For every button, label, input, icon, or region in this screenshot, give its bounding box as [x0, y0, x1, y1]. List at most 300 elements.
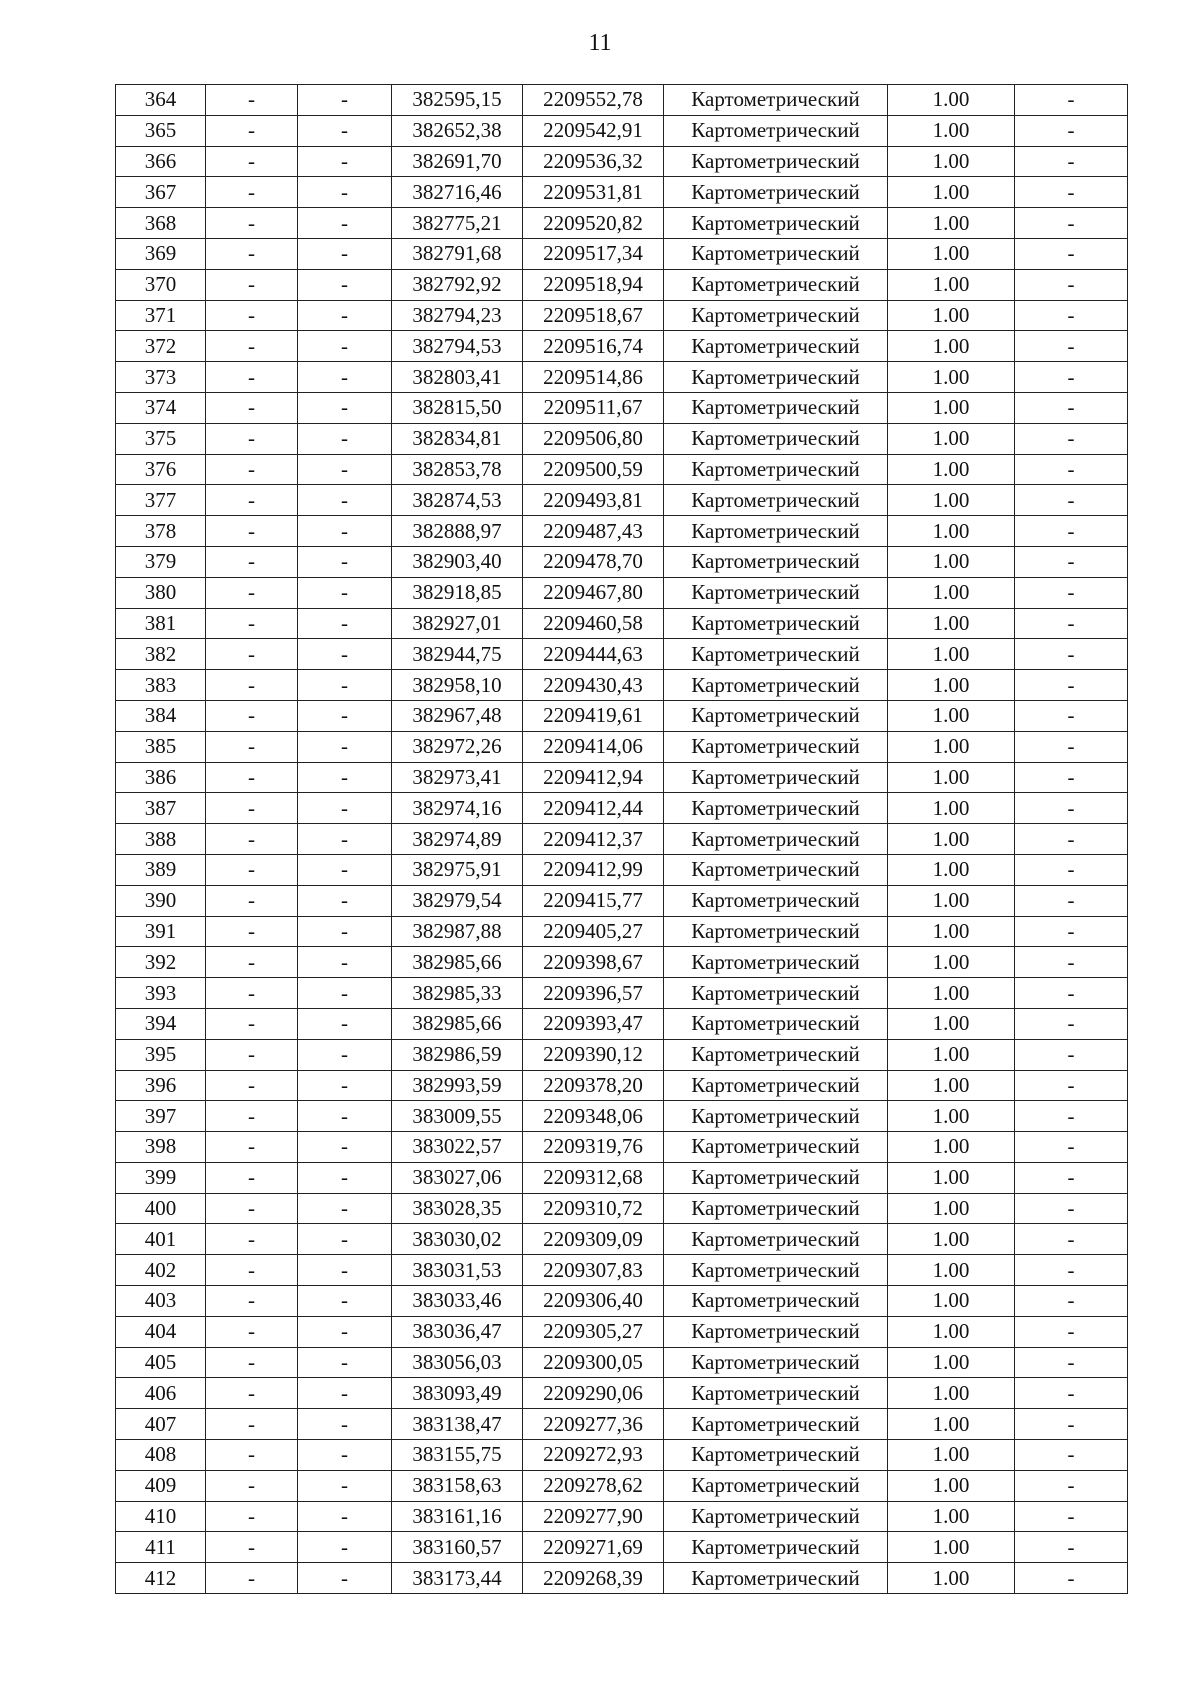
table-row [116, 916, 1128, 947]
method-cell: Картометрический [664, 1039, 888, 1070]
table-row [116, 1563, 1128, 1594]
new-y-cell: 2209412,44 [523, 793, 664, 824]
method-cell: Картометрический [664, 362, 888, 393]
description-cell: - [1015, 208, 1128, 239]
new-x-cell: 383173,44 [392, 1563, 523, 1594]
old-y-cell: - [298, 1347, 392, 1378]
description-cell: - [1015, 1162, 1128, 1193]
old-x-cell: - [206, 1347, 298, 1378]
old-x-cell: - [206, 608, 298, 639]
description-cell: - [1015, 1008, 1128, 1039]
new-x-cell: 382775,21 [392, 208, 523, 239]
old-x-cell: - [206, 731, 298, 762]
accuracy-cell: 1.00 [888, 947, 1015, 978]
accuracy-cell: 1.00 [888, 1008, 1015, 1039]
old-y-cell: - [298, 639, 392, 670]
new-y-cell: 2209412,37 [523, 824, 664, 855]
description-cell: - [1015, 824, 1128, 855]
old-y-cell: - [298, 1224, 392, 1255]
method-cell: Картометрический [664, 1347, 888, 1378]
new-y-cell: 2209307,83 [523, 1255, 664, 1286]
accuracy-cell: 1.00 [888, 793, 1015, 824]
old-y-cell: - [298, 1193, 392, 1224]
accuracy-cell: 1.00 [888, 423, 1015, 454]
description-cell: - [1015, 670, 1128, 701]
new-y-cell: 2209412,99 [523, 854, 664, 885]
method-cell: Картометрический [664, 331, 888, 362]
old-x-cell: - [206, 670, 298, 701]
point-number-cell: 372 [116, 331, 206, 362]
method-cell: Картометрический [664, 731, 888, 762]
table-row [116, 577, 1128, 608]
method-cell: Картометрический [664, 300, 888, 331]
description-cell: - [1015, 146, 1128, 177]
new-x-cell: 383158,63 [392, 1470, 523, 1501]
new-x-cell: 382985,33 [392, 978, 523, 1009]
accuracy-cell: 1.00 [888, 670, 1015, 701]
old-x-cell: - [206, 762, 298, 793]
old-y-cell: - [298, 1101, 392, 1132]
accuracy-cell: 1.00 [888, 146, 1015, 177]
point-number-cell: 371 [116, 300, 206, 331]
point-number-cell: 410 [116, 1501, 206, 1532]
accuracy-cell: 1.00 [888, 238, 1015, 269]
old-x-cell: - [206, 485, 298, 516]
method-cell: Картометрический [664, 916, 888, 947]
new-x-cell: 382815,50 [392, 392, 523, 423]
accuracy-cell: 1.00 [888, 608, 1015, 639]
table-row [116, 731, 1128, 762]
table-row [116, 238, 1128, 269]
description-cell: - [1015, 1440, 1128, 1471]
description-cell: - [1015, 1347, 1128, 1378]
method-cell: Картометрический [664, 1101, 888, 1132]
new-x-cell: 383138,47 [392, 1409, 523, 1440]
accuracy-cell: 1.00 [888, 978, 1015, 1009]
description-cell: - [1015, 1532, 1128, 1563]
new-y-cell: 2209516,74 [523, 331, 664, 362]
method-cell: Картометрический [664, 1440, 888, 1471]
accuracy-cell: 1.00 [888, 854, 1015, 885]
new-y-cell: 2209277,90 [523, 1501, 664, 1532]
old-y-cell: - [298, 1070, 392, 1101]
description-cell: - [1015, 1409, 1128, 1440]
method-cell: Картометрический [664, 454, 888, 485]
point-number-cell: 385 [116, 731, 206, 762]
table-row [116, 362, 1128, 393]
description-cell: - [1015, 423, 1128, 454]
table-row [116, 177, 1128, 208]
old-y-cell: - [298, 824, 392, 855]
old-x-cell: - [206, 177, 298, 208]
table-row [116, 1347, 1128, 1378]
accuracy-cell: 1.00 [888, 454, 1015, 485]
new-y-cell: 2209396,57 [523, 978, 664, 1009]
old-y-cell: - [298, 577, 392, 608]
old-y-cell: - [298, 1039, 392, 1070]
old-x-cell: - [206, 577, 298, 608]
description-cell: - [1015, 392, 1128, 423]
new-y-cell: 2209467,80 [523, 577, 664, 608]
table-row [116, 1440, 1128, 1471]
accuracy-cell: 1.00 [888, 516, 1015, 547]
page-number: 11 [588, 30, 612, 56]
new-x-cell: 382987,88 [392, 916, 523, 947]
table-row [116, 115, 1128, 146]
new-x-cell: 383093,49 [392, 1378, 523, 1409]
accuracy-cell: 1.00 [888, 577, 1015, 608]
method-cell: Картометрический [664, 1563, 888, 1594]
old-y-cell: - [298, 1409, 392, 1440]
point-number-cell: 384 [116, 700, 206, 731]
description-cell: - [1015, 731, 1128, 762]
new-x-cell: 382985,66 [392, 1008, 523, 1039]
point-number-cell: 398 [116, 1132, 206, 1163]
description-cell: - [1015, 1193, 1128, 1224]
method-cell: Картометрический [664, 824, 888, 855]
method-cell: Картометрический [664, 392, 888, 423]
point-number-cell: 391 [116, 916, 206, 947]
point-number-cell: 402 [116, 1255, 206, 1286]
table-row [116, 824, 1128, 855]
old-y-cell: - [298, 331, 392, 362]
new-x-cell: 382973,41 [392, 762, 523, 793]
old-x-cell: - [206, 916, 298, 947]
new-x-cell: 383027,06 [392, 1162, 523, 1193]
accuracy-cell: 1.00 [888, 1224, 1015, 1255]
table-row [116, 1039, 1128, 1070]
point-number-cell: 399 [116, 1162, 206, 1193]
accuracy-cell: 1.00 [888, 392, 1015, 423]
old-y-cell: - [298, 1255, 392, 1286]
old-x-cell: - [206, 700, 298, 731]
accuracy-cell: 1.00 [888, 1255, 1015, 1286]
accuracy-cell: 1.00 [888, 1162, 1015, 1193]
description-cell: - [1015, 238, 1128, 269]
new-x-cell: 382972,26 [392, 731, 523, 762]
method-cell: Картометрический [664, 177, 888, 208]
new-x-cell: 382927,01 [392, 608, 523, 639]
old-x-cell: - [206, 854, 298, 885]
new-x-cell: 382794,23 [392, 300, 523, 331]
method-cell: Картометрический [664, 1378, 888, 1409]
old-x-cell: - [206, 85, 298, 116]
table-row [116, 1132, 1128, 1163]
old-x-cell: - [206, 1162, 298, 1193]
point-number-cell: 400 [116, 1193, 206, 1224]
point-number-cell: 370 [116, 269, 206, 300]
accuracy-cell: 1.00 [888, 700, 1015, 731]
old-x-cell: - [206, 1008, 298, 1039]
table-row [116, 854, 1128, 885]
new-x-cell: 382967,48 [392, 700, 523, 731]
method-cell: Картометрический [664, 516, 888, 547]
table-row [116, 1193, 1128, 1224]
description-cell: - [1015, 546, 1128, 577]
point-number-cell: 405 [116, 1347, 206, 1378]
coordinates-table-body [116, 85, 1128, 1594]
old-y-cell: - [298, 1501, 392, 1532]
new-x-cell: 382985,66 [392, 947, 523, 978]
new-y-cell: 2209378,20 [523, 1070, 664, 1101]
old-y-cell: - [298, 854, 392, 885]
new-y-cell: 2209542,91 [523, 115, 664, 146]
old-x-cell: - [206, 392, 298, 423]
table-row [116, 423, 1128, 454]
new-y-cell: 2209552,78 [523, 85, 664, 116]
accuracy-cell: 1.00 [888, 1378, 1015, 1409]
description-cell: - [1015, 577, 1128, 608]
new-x-cell: 382716,46 [392, 177, 523, 208]
new-x-cell: 382918,85 [392, 577, 523, 608]
accuracy-cell: 1.00 [888, 1532, 1015, 1563]
accuracy-cell: 1.00 [888, 1132, 1015, 1163]
method-cell: Картометрический [664, 639, 888, 670]
old-x-cell: - [206, 269, 298, 300]
description-cell: - [1015, 454, 1128, 485]
new-y-cell: 2209278,62 [523, 1470, 664, 1501]
old-x-cell: - [206, 516, 298, 547]
description-cell: - [1015, 1132, 1128, 1163]
table-row [116, 1008, 1128, 1039]
new-y-cell: 2209319,76 [523, 1132, 664, 1163]
new-y-cell: 2209444,63 [523, 639, 664, 670]
accuracy-cell: 1.00 [888, 639, 1015, 670]
old-y-cell: - [298, 208, 392, 239]
old-y-cell: - [298, 978, 392, 1009]
method-cell: Картометрический [664, 1532, 888, 1563]
description-cell: - [1015, 947, 1128, 978]
method-cell: Картометрический [664, 1132, 888, 1163]
old-x-cell: - [206, 300, 298, 331]
new-y-cell: 2209300,05 [523, 1347, 664, 1378]
accuracy-cell: 1.00 [888, 1501, 1015, 1532]
new-y-cell: 2209348,06 [523, 1101, 664, 1132]
old-y-cell: - [298, 1532, 392, 1563]
point-number-cell: 380 [116, 577, 206, 608]
old-y-cell: - [298, 885, 392, 916]
old-y-cell: - [298, 269, 392, 300]
new-y-cell: 2209430,43 [523, 670, 664, 701]
old-y-cell: - [298, 1008, 392, 1039]
point-number-cell: 369 [116, 238, 206, 269]
old-x-cell: - [206, 1501, 298, 1532]
point-number-cell: 408 [116, 1440, 206, 1471]
description-cell: - [1015, 85, 1128, 116]
point-number-cell: 393 [116, 978, 206, 1009]
new-x-cell: 382595,15 [392, 85, 523, 116]
method-cell: Картометрический [664, 577, 888, 608]
point-number-cell: 375 [116, 423, 206, 454]
description-cell: - [1015, 916, 1128, 947]
accuracy-cell: 1.00 [888, 824, 1015, 855]
accuracy-cell: 1.00 [888, 85, 1015, 116]
old-y-cell: - [298, 454, 392, 485]
accuracy-cell: 1.00 [888, 885, 1015, 916]
old-x-cell: - [206, 1409, 298, 1440]
description-cell: - [1015, 1501, 1128, 1532]
new-x-cell: 383160,57 [392, 1532, 523, 1563]
new-x-cell: 382888,97 [392, 516, 523, 547]
old-y-cell: - [298, 916, 392, 947]
old-y-cell: - [298, 146, 392, 177]
point-number-cell: 397 [116, 1101, 206, 1132]
point-number-cell: 383 [116, 670, 206, 701]
old-x-cell: - [206, 1378, 298, 1409]
method-cell: Картометрический [664, 885, 888, 916]
accuracy-cell: 1.00 [888, 1563, 1015, 1594]
method-cell: Картометрический [664, 854, 888, 885]
table-row [116, 1286, 1128, 1317]
old-y-cell: - [298, 1162, 392, 1193]
method-cell: Картометрический [664, 85, 888, 116]
table-row [116, 1378, 1128, 1409]
table-row [116, 269, 1128, 300]
new-y-cell: 2209305,27 [523, 1316, 664, 1347]
old-x-cell: - [206, 1563, 298, 1594]
table-row [116, 300, 1128, 331]
point-number-cell: 411 [116, 1532, 206, 1563]
old-y-cell: - [298, 700, 392, 731]
old-y-cell: - [298, 177, 392, 208]
old-x-cell: - [206, 824, 298, 855]
new-y-cell: 2209309,09 [523, 1224, 664, 1255]
old-x-cell: - [206, 546, 298, 577]
table-row [116, 670, 1128, 701]
new-y-cell: 2209277,36 [523, 1409, 664, 1440]
table-row [116, 1316, 1128, 1347]
new-y-cell: 2209412,94 [523, 762, 664, 793]
accuracy-cell: 1.00 [888, 1347, 1015, 1378]
accuracy-cell: 1.00 [888, 762, 1015, 793]
accuracy-cell: 1.00 [888, 1193, 1015, 1224]
new-x-cell: 383033,46 [392, 1286, 523, 1317]
old-x-cell: - [206, 978, 298, 1009]
accuracy-cell: 1.00 [888, 115, 1015, 146]
new-x-cell: 383036,47 [392, 1316, 523, 1347]
new-x-cell: 383028,35 [392, 1193, 523, 1224]
new-x-cell: 383155,75 [392, 1440, 523, 1471]
new-x-cell: 383161,16 [392, 1501, 523, 1532]
new-x-cell: 382974,89 [392, 824, 523, 855]
new-y-cell: 2209531,81 [523, 177, 664, 208]
old-y-cell: - [298, 1378, 392, 1409]
description-cell: - [1015, 1286, 1128, 1317]
old-y-cell: - [298, 1470, 392, 1501]
method-cell: Картометрический [664, 670, 888, 701]
method-cell: Картометрический [664, 269, 888, 300]
method-cell: Картометрический [664, 238, 888, 269]
accuracy-cell: 1.00 [888, 1070, 1015, 1101]
description-cell: - [1015, 762, 1128, 793]
method-cell: Картометрический [664, 423, 888, 454]
new-x-cell: 382958,10 [392, 670, 523, 701]
accuracy-cell: 1.00 [888, 485, 1015, 516]
old-x-cell: - [206, 639, 298, 670]
old-x-cell: - [206, 1224, 298, 1255]
method-cell: Картометрический [664, 978, 888, 1009]
old-x-cell: - [206, 1101, 298, 1132]
accuracy-cell: 1.00 [888, 300, 1015, 331]
description-cell: - [1015, 608, 1128, 639]
new-y-cell: 2209493,81 [523, 485, 664, 516]
point-number-cell: 366 [116, 146, 206, 177]
point-number-cell: 364 [116, 85, 206, 116]
accuracy-cell: 1.00 [888, 1470, 1015, 1501]
table-row [116, 700, 1128, 731]
table-row [116, 1409, 1128, 1440]
old-x-cell: - [206, 1039, 298, 1070]
table-row [116, 885, 1128, 916]
description-cell: - [1015, 485, 1128, 516]
method-cell: Картометрический [664, 1470, 888, 1501]
description-cell: - [1015, 978, 1128, 1009]
method-cell: Картометрический [664, 700, 888, 731]
method-cell: Картометрический [664, 793, 888, 824]
method-cell: Картометрический [664, 146, 888, 177]
new-y-cell: 2209506,80 [523, 423, 664, 454]
point-number-cell: 407 [116, 1409, 206, 1440]
old-y-cell: - [298, 608, 392, 639]
table-row [116, 978, 1128, 1009]
old-x-cell: - [206, 1532, 298, 1563]
accuracy-cell: 1.00 [888, 731, 1015, 762]
point-number-cell: 374 [116, 392, 206, 423]
new-x-cell: 383030,02 [392, 1224, 523, 1255]
old-y-cell: - [298, 423, 392, 454]
description-cell: - [1015, 1563, 1128, 1594]
new-x-cell: 382803,41 [392, 362, 523, 393]
new-y-cell: 2209414,06 [523, 731, 664, 762]
point-number-cell: 381 [116, 608, 206, 639]
old-x-cell: - [206, 1316, 298, 1347]
old-y-cell: - [298, 516, 392, 547]
point-number-cell: 401 [116, 1224, 206, 1255]
old-x-cell: - [206, 1470, 298, 1501]
old-x-cell: - [206, 1070, 298, 1101]
method-cell: Картометрический [664, 1286, 888, 1317]
table-row [116, 1224, 1128, 1255]
new-x-cell: 382834,81 [392, 423, 523, 454]
new-y-cell: 2209487,43 [523, 516, 664, 547]
point-number-cell: 386 [116, 762, 206, 793]
new-x-cell: 382986,59 [392, 1039, 523, 1070]
new-y-cell: 2209310,72 [523, 1193, 664, 1224]
method-cell: Картометрический [664, 1008, 888, 1039]
old-x-cell: - [206, 208, 298, 239]
table-row [116, 485, 1128, 516]
accuracy-cell: 1.00 [888, 177, 1015, 208]
description-cell: - [1015, 700, 1128, 731]
point-number-cell: 412 [116, 1563, 206, 1594]
old-y-cell: - [298, 670, 392, 701]
old-y-cell: - [298, 300, 392, 331]
new-x-cell: 382792,92 [392, 269, 523, 300]
point-number-cell: 368 [116, 208, 206, 239]
table-row [116, 1532, 1128, 1563]
table-row [116, 516, 1128, 547]
table-row [116, 85, 1128, 116]
new-y-cell: 2209517,34 [523, 238, 664, 269]
point-number-cell: 390 [116, 885, 206, 916]
point-number-cell: 404 [116, 1316, 206, 1347]
old-y-cell: - [298, 1286, 392, 1317]
old-y-cell: - [298, 238, 392, 269]
new-y-cell: 2209312,68 [523, 1162, 664, 1193]
old-x-cell: - [206, 1440, 298, 1471]
point-number-cell: 377 [116, 485, 206, 516]
description-cell: - [1015, 1470, 1128, 1501]
